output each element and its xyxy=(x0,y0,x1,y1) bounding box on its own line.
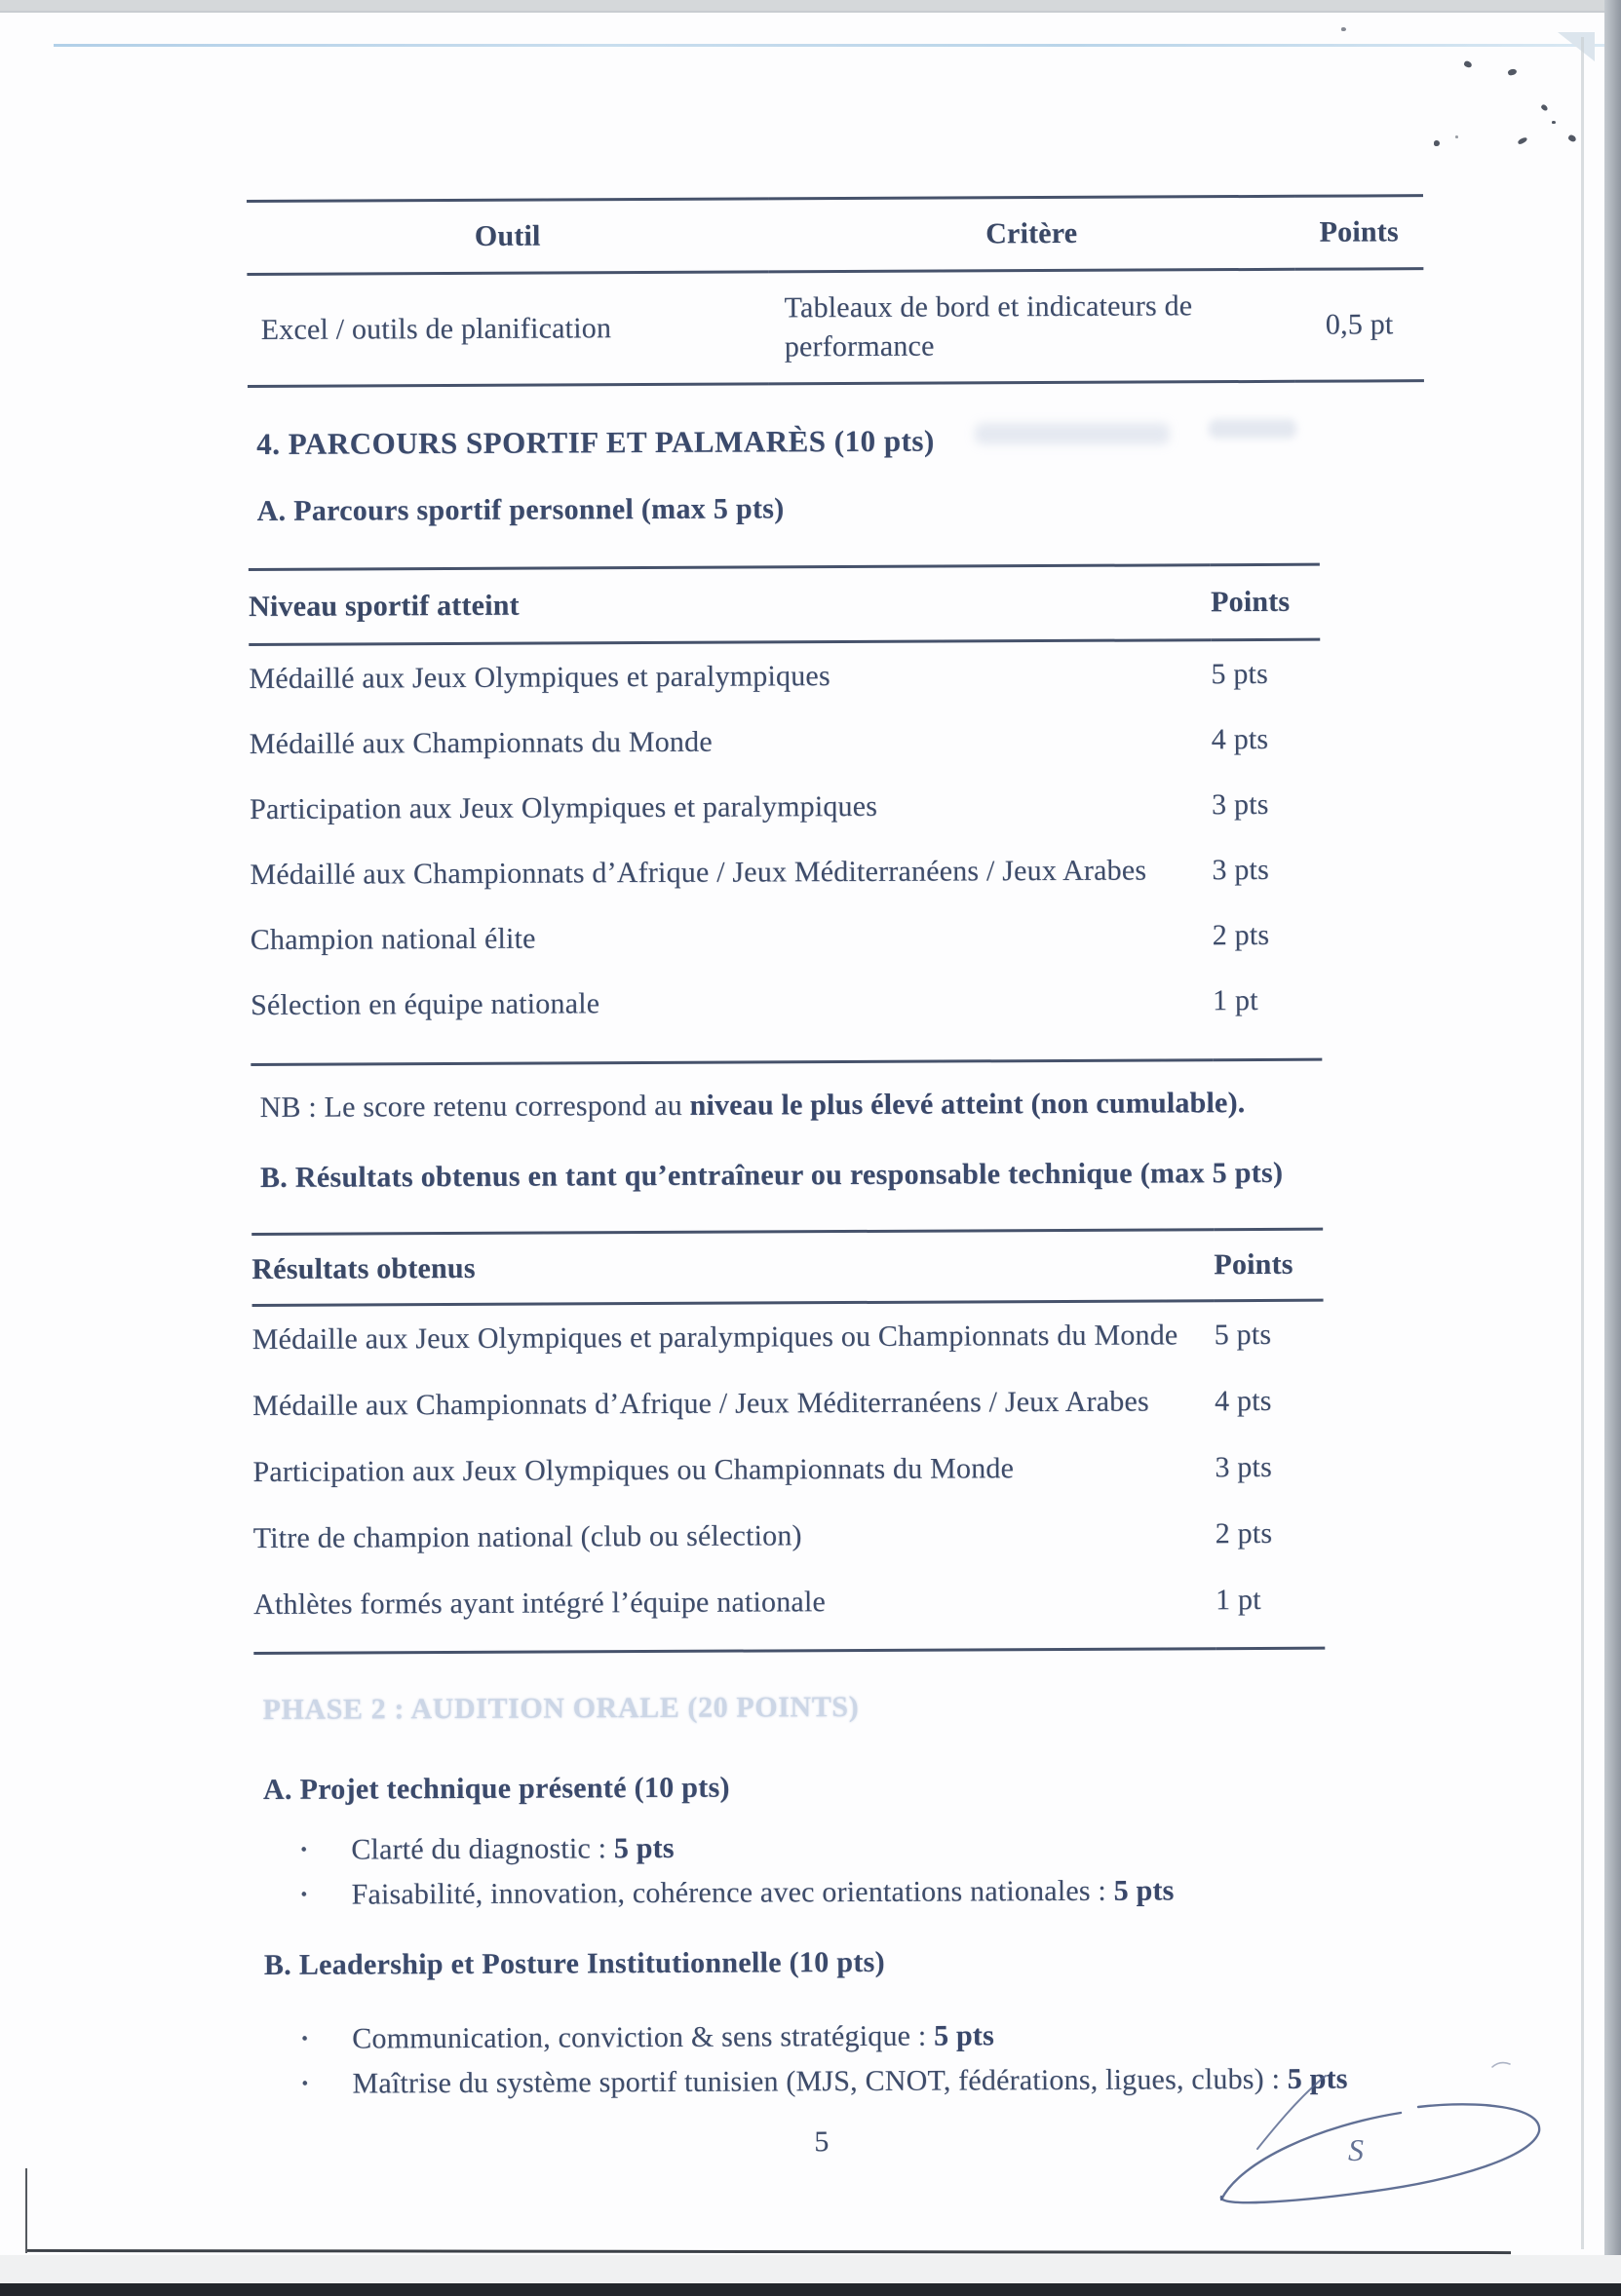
cell-resultat: Médaille aux Jeux Olympiques et paralympiques ou Championnats du Monde xyxy=(251,1319,1178,1357)
cell-niveau: Médaillé aux Championnats du Monde xyxy=(249,725,713,760)
scan-bottom-margin xyxy=(0,2255,1621,2283)
table-row xyxy=(251,902,1322,973)
table-header-row xyxy=(251,1229,1323,1305)
cell-critere: Tableaux de bord et indicateurs de performance xyxy=(784,289,1193,364)
cell-niveau: Participation aux Jeux Olympiques et paralympiques xyxy=(249,789,878,825)
cell-niveau: Médaillé aux Championnats d’Afrique / Jeux Méditerranéens / Jeux Arabes xyxy=(250,854,1147,891)
resultats-obtenus-table xyxy=(251,1228,1325,1655)
column-header-points: Points xyxy=(1211,564,1320,640)
column-header-outil: Outil xyxy=(247,199,768,275)
page-number: 5 xyxy=(814,2125,830,2159)
cell-points: 4 pts xyxy=(1211,722,1269,755)
nb-note-prefix: NB : Le score retenu correspond au xyxy=(259,1089,690,1124)
handwritten-signature xyxy=(1184,2051,1564,2241)
column-header-resultats: Résultats obtenus xyxy=(251,1230,1214,1306)
table-row xyxy=(250,837,1321,907)
signature-ellipse-stroke xyxy=(1221,2104,1539,2202)
tools-criteria-table xyxy=(247,194,1424,388)
table-row xyxy=(250,772,1321,842)
bullet-text: Communication, conviction & sens stratégique : 5 pts xyxy=(352,2019,994,2055)
bullet-text: Clarté du diagnostic : 5 pts xyxy=(351,1831,675,1866)
cell-resultat: Participation aux Jeux Olympiques ou Championnats du Monde xyxy=(252,1452,1015,1489)
signature-scribble xyxy=(1492,2063,1510,2067)
projet-bullet-list xyxy=(300,1823,1174,1917)
page-left-edge-line xyxy=(25,2168,27,2253)
scan-bottom-band xyxy=(0,2283,1621,2296)
projet-technique-title: A. Projet technique présenté (10 pts) xyxy=(262,1771,730,1806)
cell-points: 5 pts xyxy=(1211,657,1269,690)
cell-resultat: Titre de champion national (club ou sélection) xyxy=(252,1519,802,1555)
bullet-icon: • xyxy=(301,2073,309,2094)
column-header-points: Points xyxy=(1294,196,1423,270)
cell-points: 5 pts xyxy=(1214,1318,1272,1352)
phase2-faded-title: PHASE 2 : AUDITION ORALE (20 POINTS) xyxy=(262,1690,860,1726)
subsection-a-title: A. Parcours sportif personnel (max 5 pts) xyxy=(256,492,785,527)
cell-points: 3 pts xyxy=(1211,787,1269,821)
table-row xyxy=(251,968,1322,1065)
list-item xyxy=(300,1823,1174,1872)
cell-resultat: Médaille aux Championnats d’Afrique / Jeux Méditerranéens / Jeux Arabes xyxy=(251,1385,1149,1423)
table-row xyxy=(252,1368,1324,1439)
cell-points: 0,5 pt xyxy=(1325,308,1394,341)
cell-points: 1 pt xyxy=(1212,983,1258,1016)
subsection-b-title: B. Résultats obtenus en tant qu’entraîneur ou responsable technique (max 5 pts) xyxy=(259,1156,1284,1194)
cell-resultat: Athlètes formés ayant intégré l’équipe nationale xyxy=(252,1586,827,1622)
table-row xyxy=(252,1300,1324,1373)
cell-niveau: Champion national élite xyxy=(250,922,536,956)
nb-note xyxy=(259,1087,1245,1125)
cell-points: 4 pts xyxy=(1214,1384,1272,1418)
table-header-row xyxy=(247,196,1423,275)
cell-niveau: Médaillé aux Jeux Olympiques et paralympiques xyxy=(249,659,830,695)
section-title-parcours: 4. PARCOURS SPORTIF ET PALMARÈS (10 pts) xyxy=(256,423,935,461)
table-row xyxy=(252,1435,1324,1506)
bullet-text: Faisabilité, innovation, cohérence avec orientations nationales : 5 pts xyxy=(351,1874,1175,1911)
table-row xyxy=(253,1567,1325,1654)
bullet-text: Maîtrise du système sportif tunisien (MJS, CNOT, fédérations, ligues, clubs) : 5 pts xyxy=(352,2062,1348,2100)
signature-mark: S xyxy=(1348,2132,1364,2167)
table-row xyxy=(249,639,1320,711)
column-header-points: Points xyxy=(1214,1229,1323,1301)
cell-points: 2 pts xyxy=(1215,1516,1273,1550)
cell-points: 3 pts xyxy=(1215,1450,1272,1484)
nb-note-bold: niveau le plus élevé atteint (non cumulable). xyxy=(689,1087,1246,1122)
cell-points: 2 pts xyxy=(1212,918,1270,951)
cell-outil: Excel / outils de planification xyxy=(260,312,612,346)
table-row xyxy=(247,269,1424,387)
column-header-critere: Critère xyxy=(768,196,1294,272)
bullet-icon: • xyxy=(300,1884,308,1905)
table-row xyxy=(250,707,1321,777)
leadership-title: B. Leadership et Posture Institutionnelle (10 pts) xyxy=(263,1945,885,1981)
signature-flourish-stroke xyxy=(1257,2076,1326,2149)
table-row xyxy=(253,1501,1325,1572)
niveau-sportif-table xyxy=(249,563,1322,1066)
column-header-niveau: Niveau sportif atteint xyxy=(249,565,1211,645)
cell-points: 1 pt xyxy=(1215,1583,1261,1617)
cell-points: 3 pts xyxy=(1212,853,1269,886)
cell-niveau: Sélection en équipe nationale xyxy=(250,986,600,1021)
bullet-icon: • xyxy=(301,2028,309,2049)
bullet-icon: • xyxy=(300,1839,308,1860)
signature-ellipse-stroke xyxy=(1221,2113,1401,2200)
table-header-row xyxy=(249,564,1320,644)
list-item xyxy=(300,1868,1174,1917)
